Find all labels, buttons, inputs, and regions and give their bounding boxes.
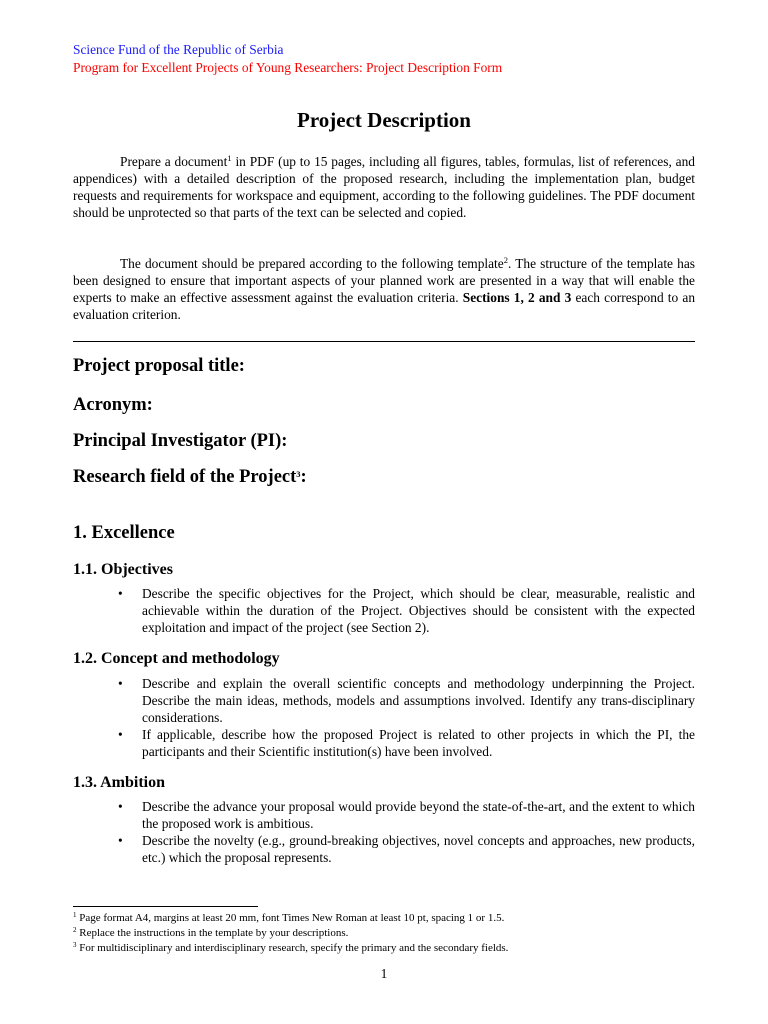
field-research-field [73,467,307,488]
field-principal-investigator: Principal Investigator (PI): [73,431,288,451]
list-item-text: Describe the novelty (e.g., ground-breaking objectives, novel concepts and approaches, new products, etc.) which the proposal represents. [142,833,695,866]
footnote-ref-1: 1 [227,153,232,163]
intro-p2-text-c: each correspond to an evaluation criterion. [73,290,696,323]
footnote-number: 1 [73,911,77,919]
header-funder: Science Fund of the Republic of Serbia [73,42,284,57]
intro-p1-text-b: in PDF (up to 15 pages, including all figures, tables, formulas, list of references, and appendices) with a detailed description of the proposed research, including the implementation plan, budget requests and requirements for workspace and equipment, according to the following guidelines. The PDF document should be unprotected so that parts of the text can be selected and copied. [73,154,695,221]
list-item-text: Describe and explain the overall scientific concepts and methodology underpinning the Project. Describe the main ideas, methods, models and assumptions involved. Identify any trans-disciplinary considerations. [142,676,695,726]
objectives-list [73,585,695,636]
page-title: Project Description [297,108,471,132]
concept-list [73,675,695,760]
bullet-icon: • [118,676,123,691]
list-item [73,832,695,866]
footnote-text: For multidisciplinary and interdisciplinary research, specify the primary and the secondary fields. [76,942,509,954]
intro-p2-bold: Sections 1, 2 and 3 [462,290,572,306]
bullet-icon: • [118,727,123,743]
list-item [73,585,695,636]
header-program: Program for Excellent Projects of Young Researchers: Project Description Form [73,60,503,75]
research-field-label: Research field of the Project [73,467,297,487]
intro-p2-text-b: . The structure of the template has been designed to ensure that important aspects of your planned work are presented in a way that will enable the experts to make an effective assessment against the evaluation criteria. [73,256,695,306]
subsection-heading-concept: 1.2. Concept and methodology [73,650,280,667]
footnote-divider [73,906,258,907]
footnote-text: Replace the instructions in the template by your descriptions. [76,927,349,939]
subsection-heading-ambition: 1.3. Ambition [73,774,166,791]
list-item [73,726,695,760]
list-item-text: Describe the advance your proposal would provide beyond the state-of-the-art, and the extent to which the proposed work is ambitious. [142,799,695,832]
footnote-2 [73,927,348,940]
footnote-number: 3 [73,941,77,949]
page-number: 1 [380,966,388,981]
bullet-icon: • [118,799,123,814]
section-divider [73,341,695,342]
footnote-text: Page format A4, margins at least 20 mm, font Times New Roman at least 10 pt, spacing 1 or 1.5. [76,912,505,924]
footnote-number: 2 [73,926,77,934]
ambition-list [73,798,695,866]
list-item-text: If applicable, describe how the proposed Project is related to other projects in which the PI, the participants and their Scientific institution(s) have been involved. [142,727,695,760]
list-item [73,675,695,726]
intro-paragraph-1 [73,153,695,221]
field-project-title: Project proposal title: [73,356,245,376]
footnote-3 [73,942,508,955]
footnote-1 [73,912,504,925]
list-item [73,798,695,832]
intro-paragraph-2 [73,255,695,323]
footnote-ref-3: 3 [296,469,301,479]
research-field-colon: : [300,467,307,487]
intro-p2-text-a: The document should be prepared according to the following template [120,256,504,271]
list-item-text: Describe the specific objectives for the Project, which should be clear, measurable, realistic and achievable within the duration of the Project. Objectives should be consistent with the expected exploitation and impact of the project (see Section 2). [142,586,695,636]
footnote-ref-2: 2 [503,255,508,265]
intro-p1-text-a: Prepare a document [120,154,228,169]
bullet-icon: • [118,586,123,601]
bullet-icon: • [118,833,123,849]
subsection-heading-objectives: 1.1. Objectives [73,561,173,578]
section-heading-excellence: 1. Excellence [73,523,175,543]
field-acronym: Acronym: [73,395,153,415]
